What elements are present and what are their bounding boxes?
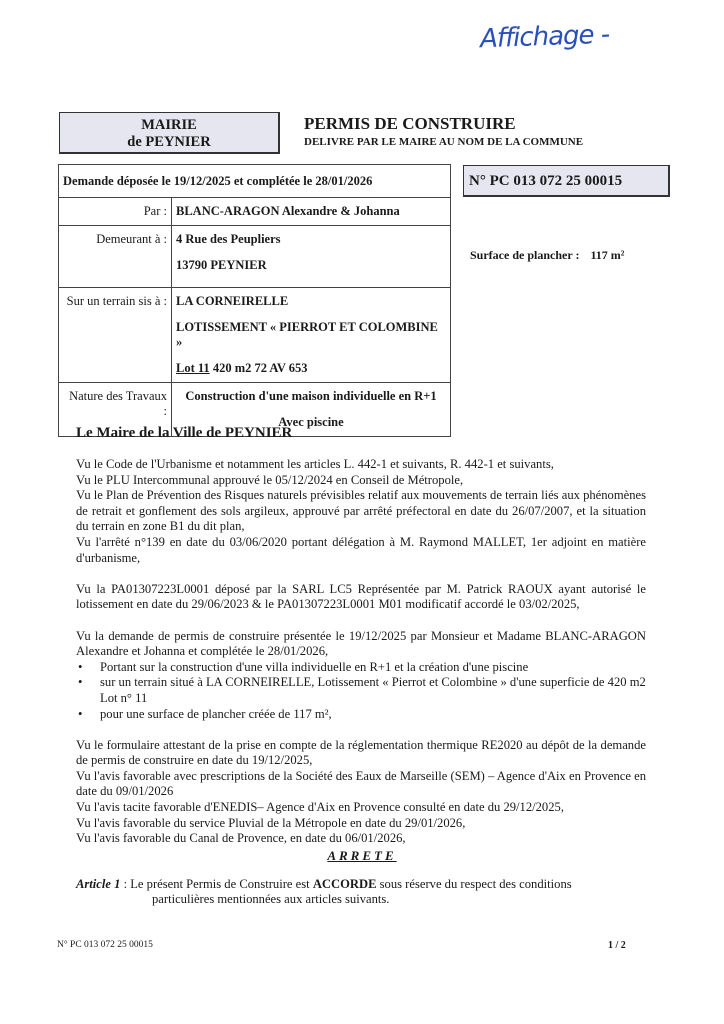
- document-subtitle: DELIVRE PAR LE MAIRE AU NOM DE LA COMMUNE: [304, 136, 584, 148]
- vu-avis-enedis: Vu l'avis tacite favorable d'ENEDIS– Agence d'Aix en Provence consulté en date du 29/12/2025,: [76, 800, 564, 815]
- list-item: • Portant sur la construction d'une villa individuelle en R+1 et la création d'une piscine: [76, 660, 646, 676]
- article-1-separator: :: [120, 877, 131, 891]
- terrain-parcel-details: 420 m2 72 AV 653: [209, 361, 308, 375]
- article-1-line1: [76, 877, 636, 892]
- applicant-value: [172, 198, 451, 226]
- request-date-header: Demande déposée le 19/12/2025 et complétée le 28/01/2026: [59, 165, 451, 198]
- footer-permit-number: N° PC 013 072 25 00015: [57, 940, 153, 950]
- article-1: [76, 877, 636, 907]
- terrain-value: [172, 288, 451, 383]
- document-title: PERMIS DE CONSTRUIRE: [304, 114, 516, 133]
- vu-ppr: Vu le Plan de Prévention des Risques naturels prévisibles relatif aux mouvements de terrain liés aux phénomènes de retrait et gonflement des sols argileux, approuvé par arrêté préfectoral en date du 26/07/2007, et la situation du terrain en zone B1 du dit plan,: [76, 488, 647, 534]
- article-1-line2: particulières mentionnées aux articles suivants.: [152, 892, 390, 906]
- vu-formulaire-re2020: Vu le formulaire attestant de la prise en compte de la réglementation thermique RE2020 au dépôt de la demande de permis de construire en date du 19/12/2025,: [76, 737, 646, 768]
- considerations: [76, 457, 646, 847]
- floor-area-value: 117 m²: [590, 248, 625, 262]
- list-item: • sur un terrain situé à LA CORNEIRELLE, Lotissement « Pierrot et Colombine » d'une superficie de 420 m2 Lot n° 11: [76, 675, 646, 706]
- works-label: Nature des Travaux :: [59, 383, 172, 437]
- demande-details-list: [76, 660, 646, 722]
- article-1-text-cont: sous réserve du respect des conditions: [376, 877, 572, 891]
- mayor-heading: Le Maire de la Ville de PEYNIER: [76, 425, 293, 441]
- works-description: Construction d'une maison individuelle en R+1: [185, 389, 437, 403]
- mairie-label: MAIRIE: [141, 117, 197, 133]
- floor-area: [470, 248, 624, 263]
- terrain-lotissement: LOTISSEMENT « PIERROT ET COLOMBINE »: [176, 320, 438, 349]
- terrain-row: [59, 288, 451, 383]
- vu-permis-amenager: Vu la PA01307223L0001 déposé par la SARL LC5 Représentée par M. Patrick RAOUX ayant autorisé le lotissement en date du 29/06/2023 & le PA01307223L0001 M01 modificatif accordé le 03/02/2025,: [76, 581, 646, 612]
- works-extra: Avec piscine: [278, 415, 344, 429]
- list-item: • pour une surface de plancher créée de 117 m²,: [76, 707, 646, 723]
- vu-arrete-delegation: Vu l'arrêté n°139 en date du 03/06/2020 portant délégation à M. Raymond MALLET, 1er adjoint en matière d'urbanisme,: [76, 534, 646, 565]
- floor-area-label: Surface de plancher :: [470, 248, 580, 262]
- permit-number-box: N° PC 013 072 25 00015: [463, 165, 670, 197]
- terrain-label: Sur un terrain sis à :: [59, 288, 172, 383]
- terrain-locality: LA CORNEIRELLE: [176, 294, 289, 308]
- decision-accorde: ACCORDE: [312, 877, 377, 891]
- vu-demande: Vu la demande de permis de construire présentée le 19/12/2025 par Monsieur et Madame BLANC-ARAGON Alexandre et Johanna et complétée le 28/01/2026,: [76, 628, 646, 659]
- applicant-row: [59, 198, 451, 226]
- commune-label: de PEYNIER: [127, 134, 211, 150]
- vu-avis-canal: Vu l'avis favorable du Canal de Provence, en date du 06/01/2026,: [76, 831, 406, 846]
- article-1-label: Article 1: [76, 877, 121, 891]
- applicant-label: Par :: [59, 198, 172, 226]
- article-1-text: Le présent Permis de Construire est: [130, 877, 313, 891]
- arrete-heading: ARRETE: [327, 848, 397, 863]
- vu-code-urbanisme: Vu le Code de l'Urbanisme et notamment les articles L. 442-1 et suivants, R. 442-1 et suivants,: [76, 457, 554, 471]
- request-header-row: [59, 165, 451, 198]
- handwritten-annotation: Affichage -: [479, 19, 610, 55]
- address-street: 4 Rue des Peupliers: [176, 232, 281, 246]
- mairie-box: [59, 112, 280, 154]
- applicant-name: BLANC-ARAGON Alexandre & Johanna: [176, 204, 400, 218]
- address-row: [59, 226, 451, 288]
- vu-plu: Vu le PLU Intercommunal approuvé le 05/12/2024 en Conseil de Métropole,: [76, 472, 464, 487]
- address-city: 13790 PEYNIER: [176, 258, 267, 272]
- terrain-parcel: [176, 361, 446, 376]
- vu-avis-pluvial: Vu l'avis favorable du service Pluvial de la Métropole en date du 29/01/2026,: [76, 815, 466, 830]
- address-value: [172, 226, 451, 288]
- request-table: [58, 164, 451, 437]
- address-label: Demeurant à :: [59, 226, 172, 288]
- page-number: 1 / 2: [608, 940, 626, 951]
- terrain-lot: Lot 11: [176, 361, 210, 375]
- vu-avis-sem: Vu l'avis favorable avec prescriptions de la Société des Eaux de Marseille (SEM) – Agence d'Aix en Provence en date du 09/01/2026: [76, 768, 646, 799]
